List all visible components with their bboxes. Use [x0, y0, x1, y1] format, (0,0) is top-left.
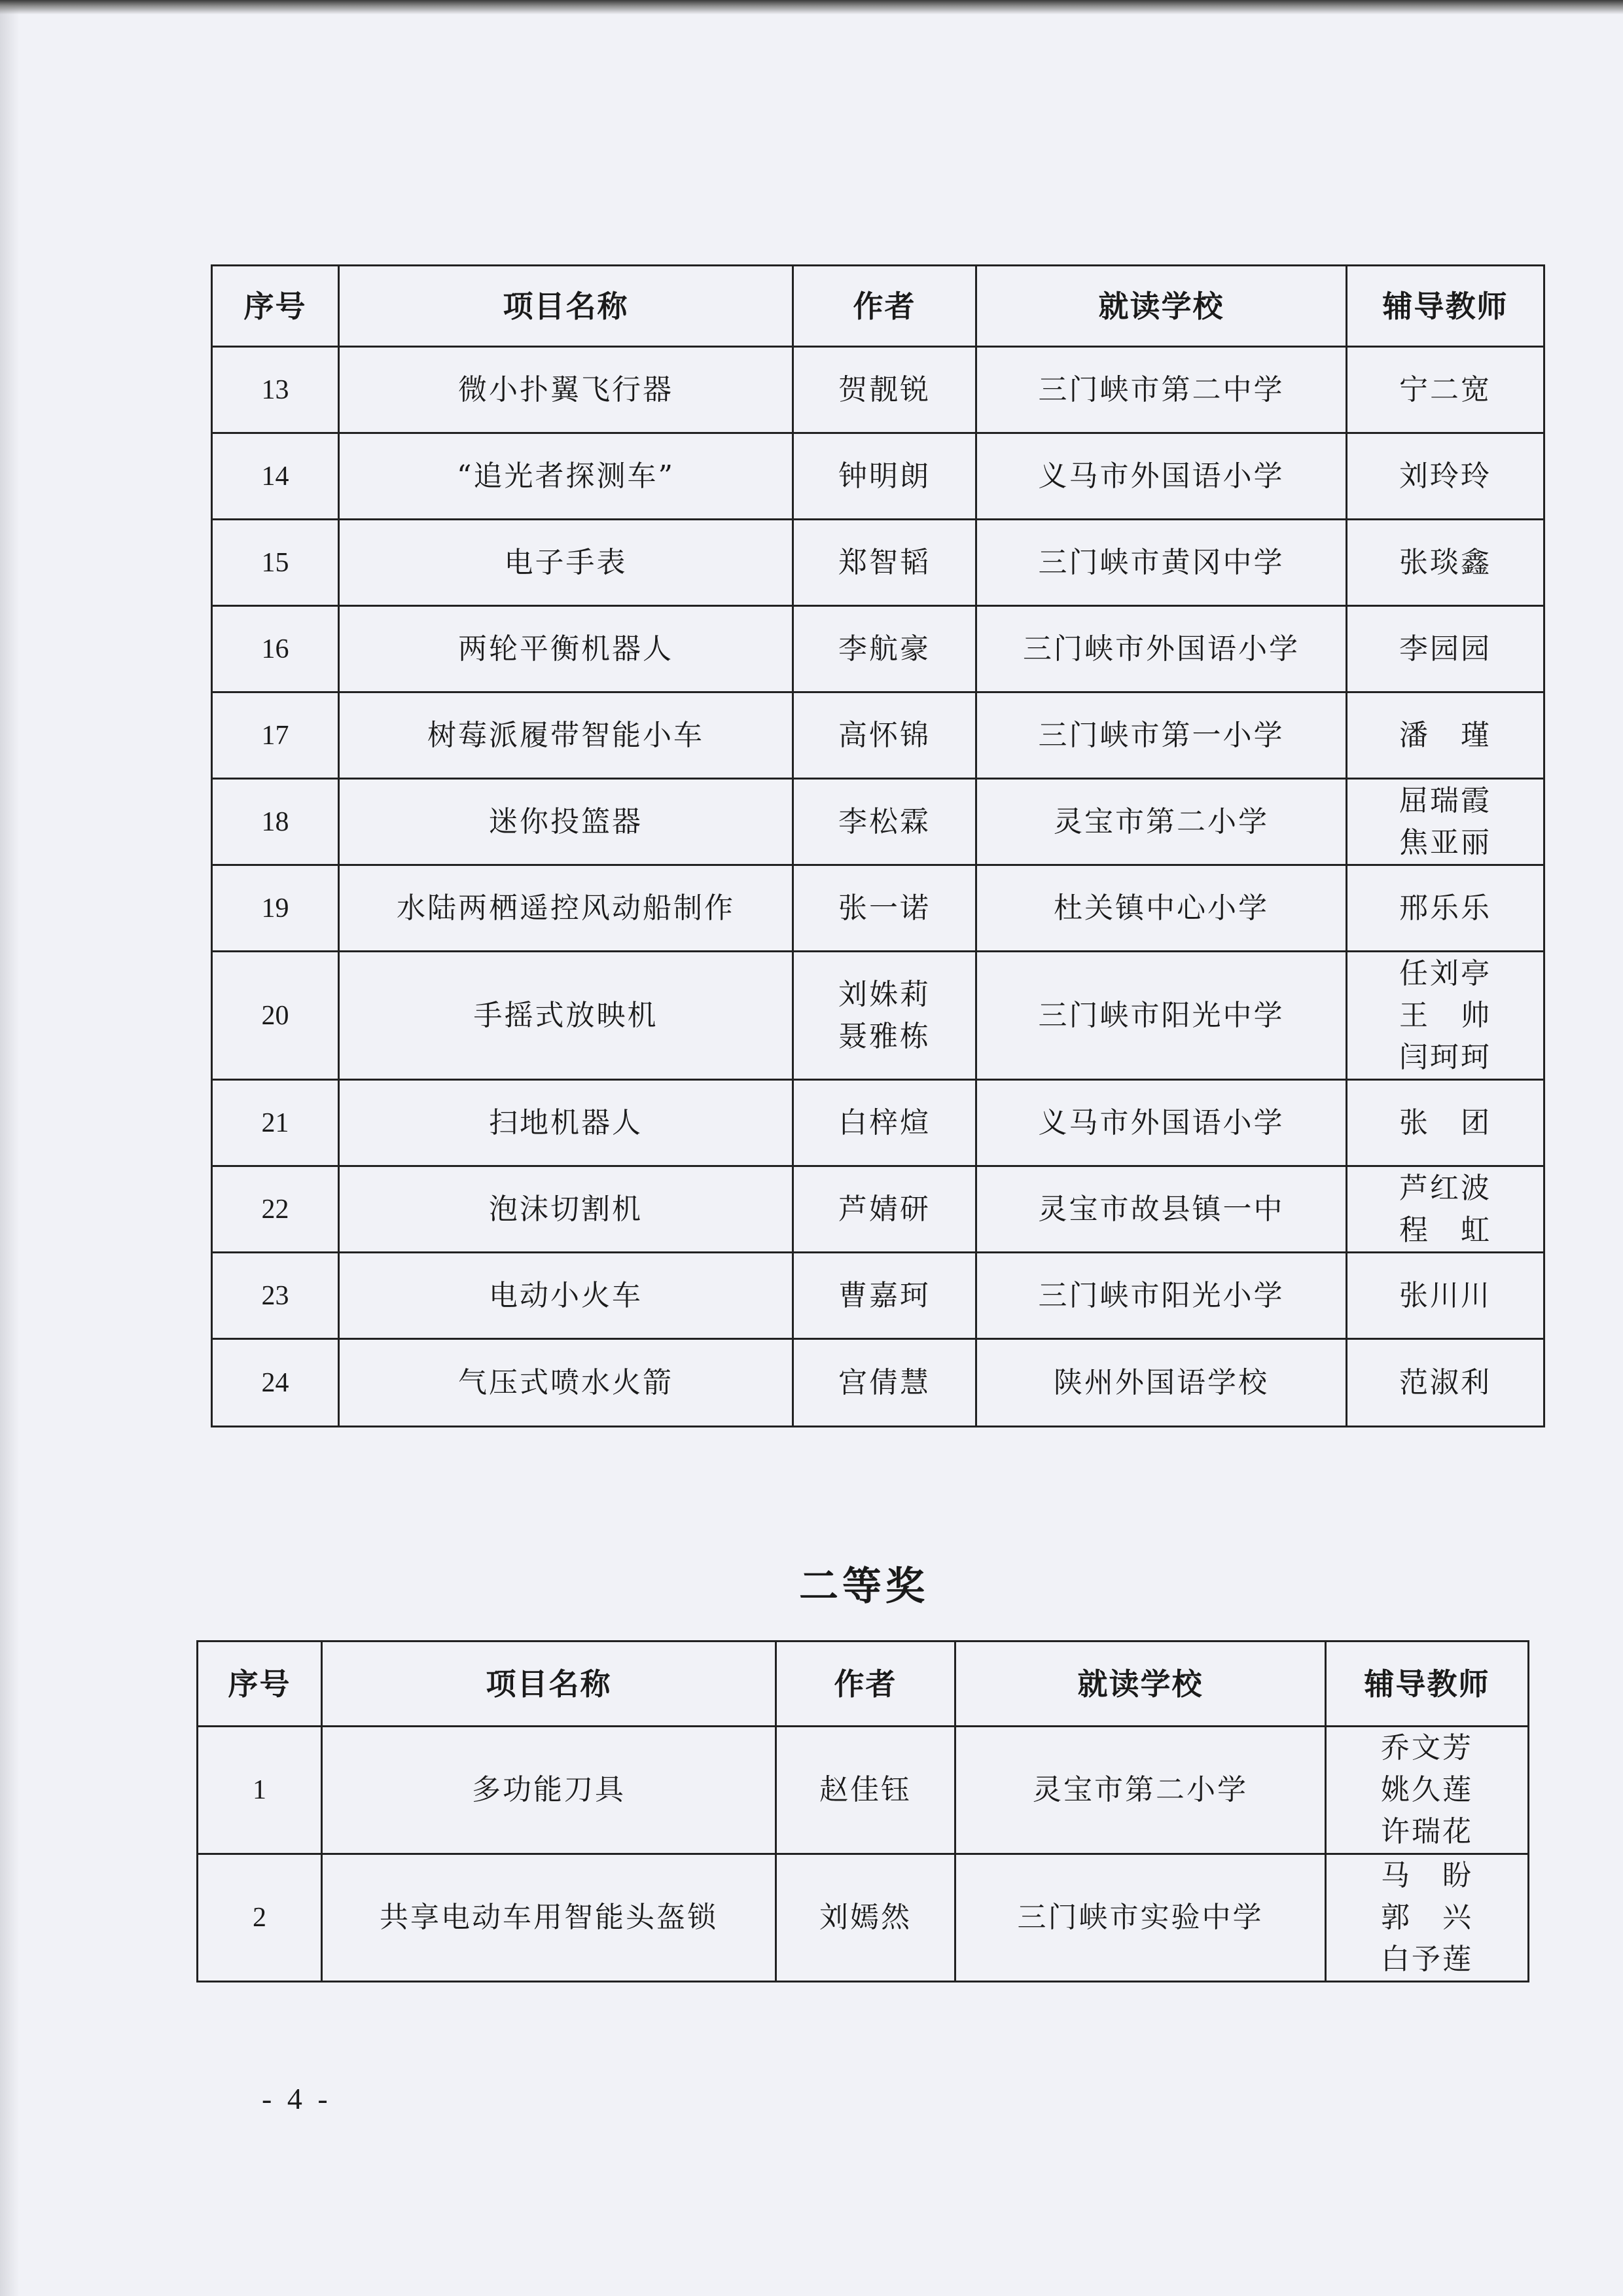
cell-project: 气压式喷水火箭 [339, 1339, 793, 1427]
teacher-name: 范淑利 [1399, 1365, 1491, 1399]
cell-no: 24 [212, 1339, 339, 1427]
author-name: 宫倩慧 [838, 1365, 931, 1399]
teacher-name: 闫珂珂 [1399, 1040, 1491, 1074]
cell-authors [793, 1166, 976, 1253]
scan-shadow-left [0, 0, 20, 2296]
teacher-name: 许瑞花 [1381, 1815, 1473, 1848]
cell-teachers [1347, 347, 1544, 433]
table-row [212, 433, 1544, 520]
table-row [212, 692, 1544, 779]
author-name: 芦婧研 [838, 1192, 931, 1226]
teacher-name: 张川川 [1399, 1278, 1491, 1312]
cell-project: “追光者探测车” [339, 433, 793, 520]
teacher-name: 宁二宽 [1399, 372, 1491, 406]
cell-teachers [1347, 1339, 1544, 1427]
table-row [212, 606, 1544, 692]
cell-project: 手摇式放映机 [339, 952, 793, 1080]
table-row [212, 952, 1544, 1080]
cell-school: 三门峡市第一小学 [976, 692, 1347, 779]
author-name: 聂雅栋 [838, 1019, 931, 1053]
teacher-name: 任刘亭 [1399, 956, 1491, 990]
cell-authors [793, 779, 976, 865]
cell-no: 19 [212, 865, 339, 952]
page-number: - 4 - [262, 2082, 332, 2115]
author-name: 曹嘉珂 [838, 1278, 931, 1312]
cell-school: 三门峡市阳光小学 [976, 1253, 1347, 1339]
header-author: 作者 [793, 266, 976, 347]
header-teacher: 辅导教师 [1326, 1641, 1529, 1727]
teacher-name: 王 帅 [1399, 998, 1491, 1032]
table-row [212, 1166, 1544, 1253]
cell-no: 20 [212, 952, 339, 1080]
cell-school: 灵宝市故县镇一中 [976, 1166, 1347, 1253]
cell-teachers [1347, 433, 1544, 520]
cell-teachers [1326, 1854, 1529, 1982]
header-school: 就读学校 [955, 1641, 1326, 1727]
cell-project: 电子手表 [339, 520, 793, 606]
cell-authors [793, 433, 976, 520]
cell-school: 灵宝市第二小学 [976, 779, 1347, 865]
header-no: 序号 [212, 266, 339, 347]
cell-teachers [1347, 692, 1544, 779]
teacher-name: 刘玲玲 [1399, 459, 1491, 493]
teacher-name: 屈瑞霞 [1399, 783, 1491, 817]
author-name: 赵佳钰 [819, 1773, 912, 1806]
cell-school: 三门峡市实验中学 [955, 1854, 1326, 1982]
cell-authors [793, 865, 976, 952]
cell-project: 树莓派履带智能小车 [339, 692, 793, 779]
teacher-name: 乔文芳 [1381, 1731, 1473, 1765]
award-table-continued [211, 264, 1545, 1427]
cell-school: 义马市外国语小学 [976, 433, 1347, 520]
cell-teachers [1347, 952, 1544, 1080]
table-header-row [198, 1641, 1529, 1727]
second-prize-table [196, 1640, 1529, 1982]
cell-no: 15 [212, 520, 339, 606]
cell-no: 22 [212, 1166, 339, 1253]
teacher-name: 白予莲 [1381, 1943, 1473, 1976]
cell-project: 泡沫切割机 [339, 1166, 793, 1253]
cell-teachers [1326, 1727, 1529, 1854]
second-prize-table-body [198, 1727, 1529, 1982]
cell-no: 23 [212, 1253, 339, 1339]
cell-teachers [1347, 606, 1544, 692]
cell-project: 扫地机器人 [339, 1080, 793, 1166]
teacher-name: 郭 兴 [1381, 1901, 1473, 1934]
teacher-name: 姚久莲 [1381, 1773, 1473, 1806]
award-table-body [212, 347, 1544, 1427]
header-author: 作者 [776, 1641, 955, 1727]
header-no: 序号 [198, 1641, 322, 1727]
cell-no: 17 [212, 692, 339, 779]
cell-school: 杜关镇中心小学 [976, 865, 1347, 952]
author-name: 白梓煊 [838, 1105, 931, 1139]
teacher-name: 邢乐乐 [1399, 891, 1491, 925]
cell-school: 陕州外国语学校 [976, 1339, 1347, 1427]
cell-authors [793, 952, 976, 1080]
section-title-second-prize: 二等奖 [799, 1564, 929, 1609]
author-name: 贺靓锐 [838, 372, 931, 406]
author-name: 刘姝莉 [838, 977, 931, 1011]
cell-no: 13 [212, 347, 339, 433]
cell-school: 三门峡市外国语小学 [976, 606, 1347, 692]
cell-school: 义马市外国语小学 [976, 1080, 1347, 1166]
cell-teachers [1347, 520, 1544, 606]
cell-no: 16 [212, 606, 339, 692]
cell-project: 水陆两栖遥控风动船制作 [339, 865, 793, 952]
cell-school: 三门峡市第二中学 [976, 347, 1347, 433]
header-school: 就读学校 [976, 266, 1347, 347]
cell-authors [793, 347, 976, 433]
table-row [212, 1339, 1544, 1427]
author-name: 刘嫣然 [819, 1901, 912, 1934]
cell-authors [793, 606, 976, 692]
cell-project: 两轮平衡机器人 [339, 606, 793, 692]
cell-no: 1 [198, 1727, 322, 1854]
cell-project: 迷你投篮器 [339, 779, 793, 865]
teacher-name: 张琰鑫 [1399, 545, 1491, 579]
author-name: 李航豪 [838, 632, 931, 666]
author-name: 李松霖 [838, 804, 931, 838]
header-teacher: 辅导教师 [1347, 266, 1544, 347]
teacher-name: 马 盼 [1381, 1859, 1473, 1892]
cell-teachers [1347, 1253, 1544, 1339]
cell-school: 灵宝市第二小学 [955, 1727, 1326, 1854]
table-row [212, 1080, 1544, 1166]
cell-project: 微小扑翼飞行器 [339, 347, 793, 433]
cell-no: 18 [212, 779, 339, 865]
cell-authors [793, 692, 976, 779]
cell-authors [793, 1339, 976, 1427]
cell-school: 三门峡市黄冈中学 [976, 520, 1347, 606]
table-header-row [212, 266, 1544, 347]
table-row [212, 779, 1544, 865]
cell-no: 21 [212, 1080, 339, 1166]
cell-authors [776, 1854, 955, 1982]
teacher-name: 潘 瑾 [1399, 718, 1491, 752]
author-name: 钟明朗 [838, 459, 931, 493]
table-row [198, 1727, 1529, 1854]
header-project: 项目名称 [322, 1641, 776, 1727]
cell-authors [776, 1727, 955, 1854]
cell-no: 2 [198, 1854, 322, 1982]
teacher-name: 李园园 [1399, 632, 1491, 666]
scan-shadow-top [0, 0, 1623, 14]
cell-teachers [1347, 865, 1544, 952]
cell-authors [793, 1253, 976, 1339]
table-row [212, 347, 1544, 433]
author-name: 郑智韬 [838, 545, 931, 579]
header-project: 项目名称 [339, 266, 793, 347]
teacher-name: 程 虹 [1399, 1213, 1491, 1247]
teacher-name: 焦亚丽 [1399, 825, 1491, 859]
table-row [212, 865, 1544, 952]
teacher-name: 芦红波 [1399, 1171, 1491, 1205]
table-row [212, 520, 1544, 606]
cell-authors [793, 520, 976, 606]
author-name: 张一诺 [838, 891, 931, 925]
table-row [198, 1854, 1529, 1982]
cell-teachers [1347, 1080, 1544, 1166]
table-row [212, 1253, 1544, 1339]
cell-project: 共享电动车用智能头盔锁 [322, 1854, 776, 1982]
cell-project: 多功能刀具 [322, 1727, 776, 1854]
cell-no: 14 [212, 433, 339, 520]
cell-teachers [1347, 1166, 1544, 1253]
cell-authors [793, 1080, 976, 1166]
author-name: 高怀锦 [838, 718, 931, 752]
cell-project: 电动小火车 [339, 1253, 793, 1339]
cell-school: 三门峡市阳光中学 [976, 952, 1347, 1080]
cell-teachers [1347, 779, 1544, 865]
teacher-name: 张 团 [1399, 1105, 1491, 1139]
